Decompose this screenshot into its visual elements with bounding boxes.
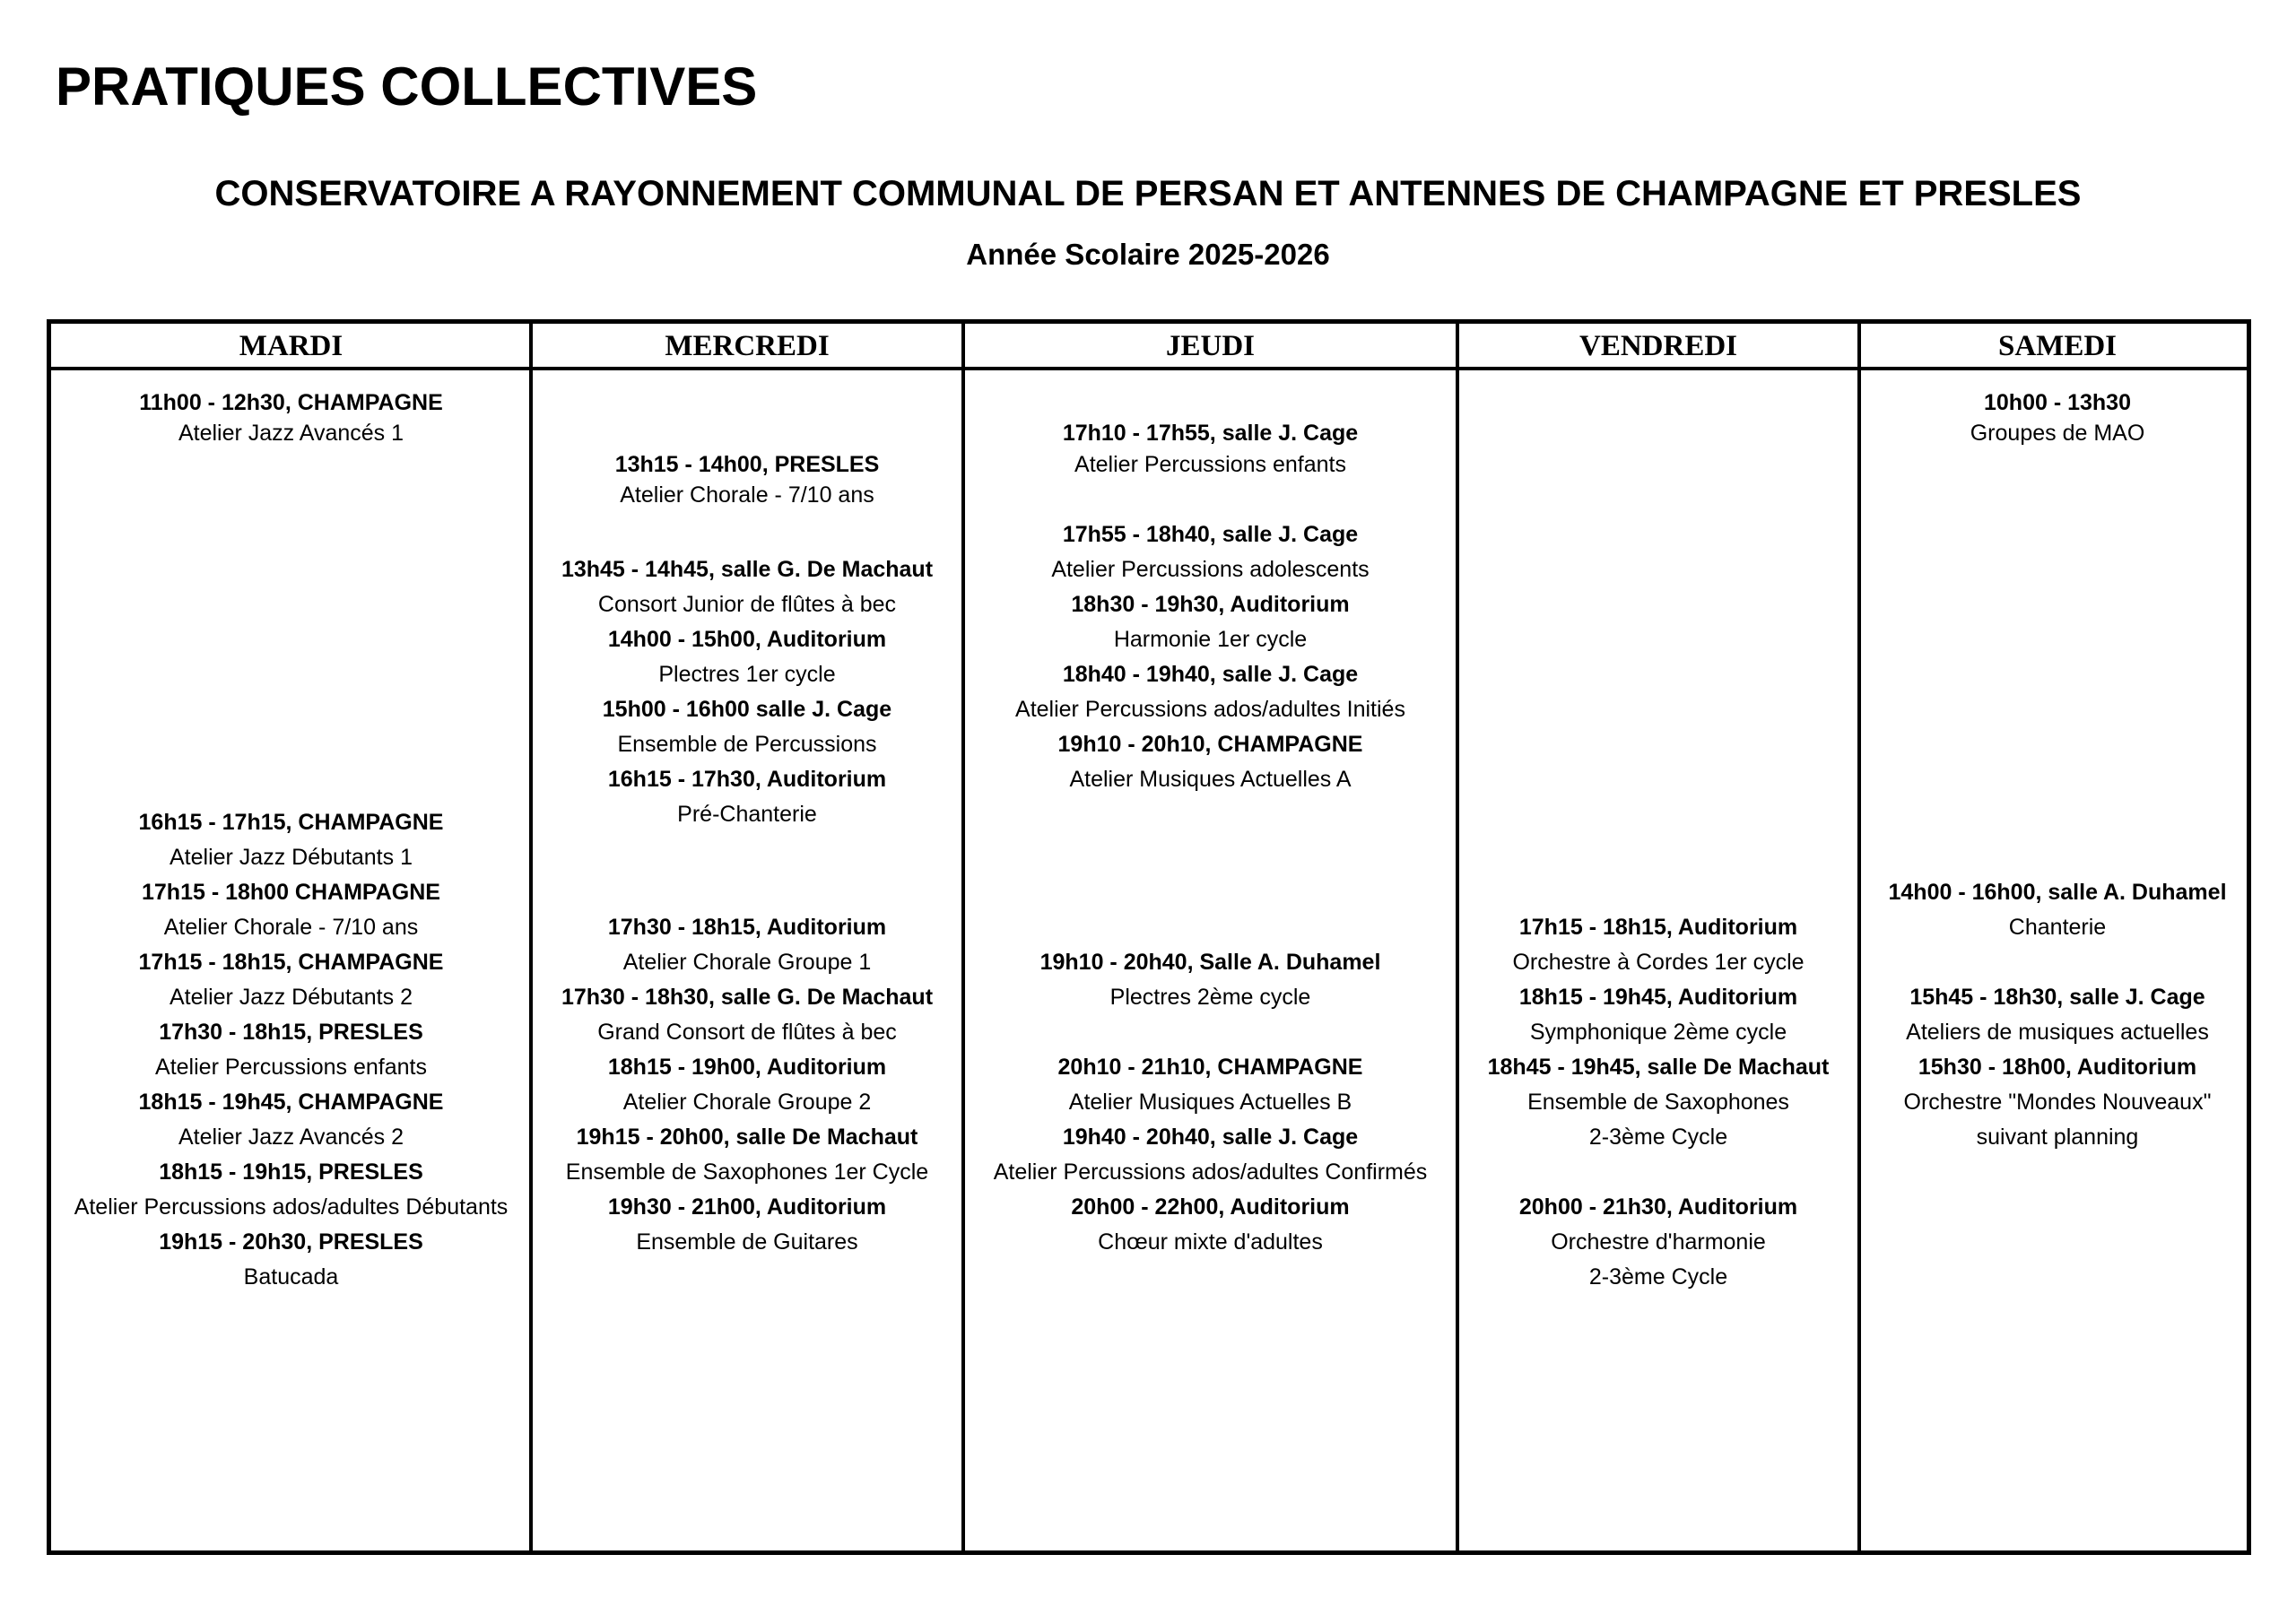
session-name: 2-3ème Cycle bbox=[1588, 1125, 1728, 1150]
day-header-jeudi: JEUDI bbox=[1165, 330, 1256, 362]
session-time: 17h30 - 18h15, PRESLES bbox=[159, 1020, 423, 1045]
session-name: Ensemble de Percussions bbox=[617, 732, 877, 757]
session-name: Chanterie bbox=[2008, 915, 2107, 940]
session-time: 13h15 - 14h00, PRESLES bbox=[614, 452, 880, 477]
session-time: 17h30 - 18h30, salle G. De Machaut bbox=[561, 985, 934, 1010]
session-name: Plectres 1er cycle bbox=[658, 662, 836, 687]
session-time: 15h30 - 18h00, Auditorium bbox=[1918, 1055, 2197, 1080]
session-time: 18h15 - 19h15, PRESLES bbox=[159, 1159, 423, 1185]
school-year: Année Scolaire 2025-2026 bbox=[966, 238, 1330, 271]
session-name: Atelier Percussions ados/adultes Initiés bbox=[1015, 697, 1405, 722]
session-name: Ateliers de musiques actuelles bbox=[1906, 1020, 2209, 1045]
session-name: Atelier Percussions ados/adultes Confirmés bbox=[993, 1159, 1428, 1185]
day-header-mardi: MARDI bbox=[239, 330, 344, 362]
session-time: 14h00 - 16h00, salle A. Duhamel bbox=[1888, 880, 2227, 905]
session-time: 15h00 - 16h00 salle J. Cage bbox=[602, 697, 892, 722]
session-time: 18h15 - 19h00, Auditorium bbox=[607, 1055, 887, 1080]
session-name: Atelier Percussions enfants bbox=[155, 1055, 427, 1080]
session-time: 18h30 - 19h30, Auditorium bbox=[1071, 592, 1350, 617]
session-name: Atelier Chorale Groupe 1 bbox=[622, 950, 872, 975]
day-header-vendredi: VENDREDI bbox=[1578, 330, 1738, 362]
schedule-table bbox=[47, 319, 2251, 1555]
session-name: Atelier Percussions adolescents bbox=[1051, 557, 1370, 582]
session-time: 15h45 - 18h30, salle J. Cage bbox=[1909, 985, 2205, 1010]
session-name: Atelier Jazz Débutants 1 bbox=[170, 845, 413, 870]
session-name: Plectres 2ème cycle bbox=[1109, 985, 1311, 1010]
session-name: 2-3ème Cycle bbox=[1588, 1264, 1728, 1290]
day-column-jeudi bbox=[963, 370, 1457, 1550]
session-name: Orchestre "Mondes Nouveaux" bbox=[1903, 1090, 2212, 1115]
institution-subtitle: CONSERVATOIRE A RAYONNEMENT COMMUNAL DE PERSAN ET ANTENNES DE CHAMPAGNE ET PRESLES bbox=[214, 174, 2082, 213]
session-time: 19h40 - 20h40, salle J. Cage bbox=[1062, 1125, 1359, 1150]
session-time: 18h15 - 19h45, CHAMPAGNE bbox=[138, 1090, 444, 1115]
session-name: Batucada bbox=[243, 1264, 339, 1290]
session-name: Atelier Musiques Actuelles B bbox=[1068, 1090, 1352, 1115]
session-time: 17h30 - 18h15, Auditorium bbox=[607, 915, 887, 940]
session-time: 11h00 - 12h30, CHAMPAGNE bbox=[139, 390, 443, 415]
session-name: Atelier Percussions ados/adultes Débutants bbox=[74, 1194, 509, 1220]
day-header-mercredi: MERCREDI bbox=[665, 330, 830, 362]
session-time: 13h45 - 14h45, salle G. De Machaut bbox=[561, 557, 934, 582]
session-name: Groupes de MAO bbox=[1970, 421, 2145, 446]
session-time: 17h15 - 18h15, Auditorium bbox=[1518, 915, 1798, 940]
session-time: 19h30 - 21h00, Auditorium bbox=[607, 1194, 887, 1220]
session-time: 17h15 - 18h15, CHAMPAGNE bbox=[138, 950, 444, 975]
session-name: Symphonique 2ème cycle bbox=[1529, 1020, 1787, 1045]
session-name: Atelier Jazz Avancés 2 bbox=[178, 1125, 404, 1150]
session-name: Atelier Percussions enfants bbox=[1074, 452, 1346, 477]
session-time: 19h15 - 20h00, salle De Machaut bbox=[576, 1125, 918, 1150]
session-name: Atelier Musiques Actuelles A bbox=[1069, 767, 1352, 792]
session-time: 10h00 - 13h30 bbox=[1984, 390, 2131, 415]
session-time: 20h10 - 21h10, CHAMPAGNE bbox=[1057, 1055, 1363, 1080]
session-time: 17h15 - 18h00 CHAMPAGNE bbox=[142, 880, 440, 905]
session-name: Pré-Chanterie bbox=[677, 802, 817, 827]
session-time: 16h15 - 17h15, CHAMPAGNE bbox=[138, 810, 444, 835]
session-name: Orchestre d'harmonie bbox=[1551, 1229, 1766, 1255]
session-time: 20h00 - 22h00, Auditorium bbox=[1071, 1194, 1350, 1220]
day-column-vendredi bbox=[1457, 370, 1859, 1550]
session-time: 19h10 - 20h40, Salle A. Duhamel bbox=[1039, 950, 1381, 975]
session-name: Harmonie 1er cycle bbox=[1113, 627, 1308, 652]
session-name: Ensemble de Saxophones bbox=[1527, 1090, 1789, 1115]
day-column-mardi bbox=[51, 370, 531, 1550]
session-name: Chœur mixte d'adultes bbox=[1098, 1229, 1323, 1255]
day-header-samedi: SAMEDI bbox=[1997, 330, 2118, 362]
session-name: Atelier Chorale Groupe 2 bbox=[622, 1090, 872, 1115]
session-time: 14h00 - 15h00, Auditorium bbox=[607, 627, 887, 652]
session-name: Consort Junior de flûtes à bec bbox=[597, 592, 897, 617]
session-time: 20h00 - 21h30, Auditorium bbox=[1518, 1194, 1798, 1220]
session-name: suivant planning bbox=[1976, 1125, 2139, 1150]
session-name: Ensemble de Guitares bbox=[636, 1229, 858, 1255]
session-time: 18h45 - 19h45, salle De Machaut bbox=[1487, 1055, 1830, 1080]
session-name: Ensemble de Saxophones 1er Cycle bbox=[565, 1159, 929, 1185]
session-name: Orchestre à Cordes 1er cycle bbox=[1512, 950, 1805, 975]
day-column-mercredi bbox=[531, 370, 963, 1550]
session-time: 19h10 - 20h10, CHAMPAGNE bbox=[1057, 732, 1363, 757]
session-name: Atelier Chorale - 7/10 ans bbox=[620, 482, 874, 508]
session-time: 18h40 - 19h40, salle J. Cage bbox=[1062, 662, 1359, 687]
session-time: 17h10 - 17h55, salle J. Cage bbox=[1062, 421, 1359, 446]
day-column-samedi bbox=[1859, 370, 2256, 1550]
session-time: 19h15 - 20h30, PRESLES bbox=[159, 1229, 423, 1255]
session-name: Atelier Jazz Avancés 1 bbox=[178, 421, 404, 446]
page-title: PRATIQUES COLLECTIVES bbox=[56, 56, 758, 117]
session-time: 18h15 - 19h45, Auditorium bbox=[1518, 985, 1798, 1010]
session-name: Atelier Chorale - 7/10 ans bbox=[163, 915, 419, 940]
session-time: 17h55 - 18h40, salle J. Cage bbox=[1062, 522, 1359, 547]
session-name: Grand Consort de flûtes à bec bbox=[597, 1020, 897, 1045]
session-name: Atelier Jazz Débutants 2 bbox=[170, 985, 413, 1010]
session-time: 16h15 - 17h30, Auditorium bbox=[607, 767, 887, 792]
